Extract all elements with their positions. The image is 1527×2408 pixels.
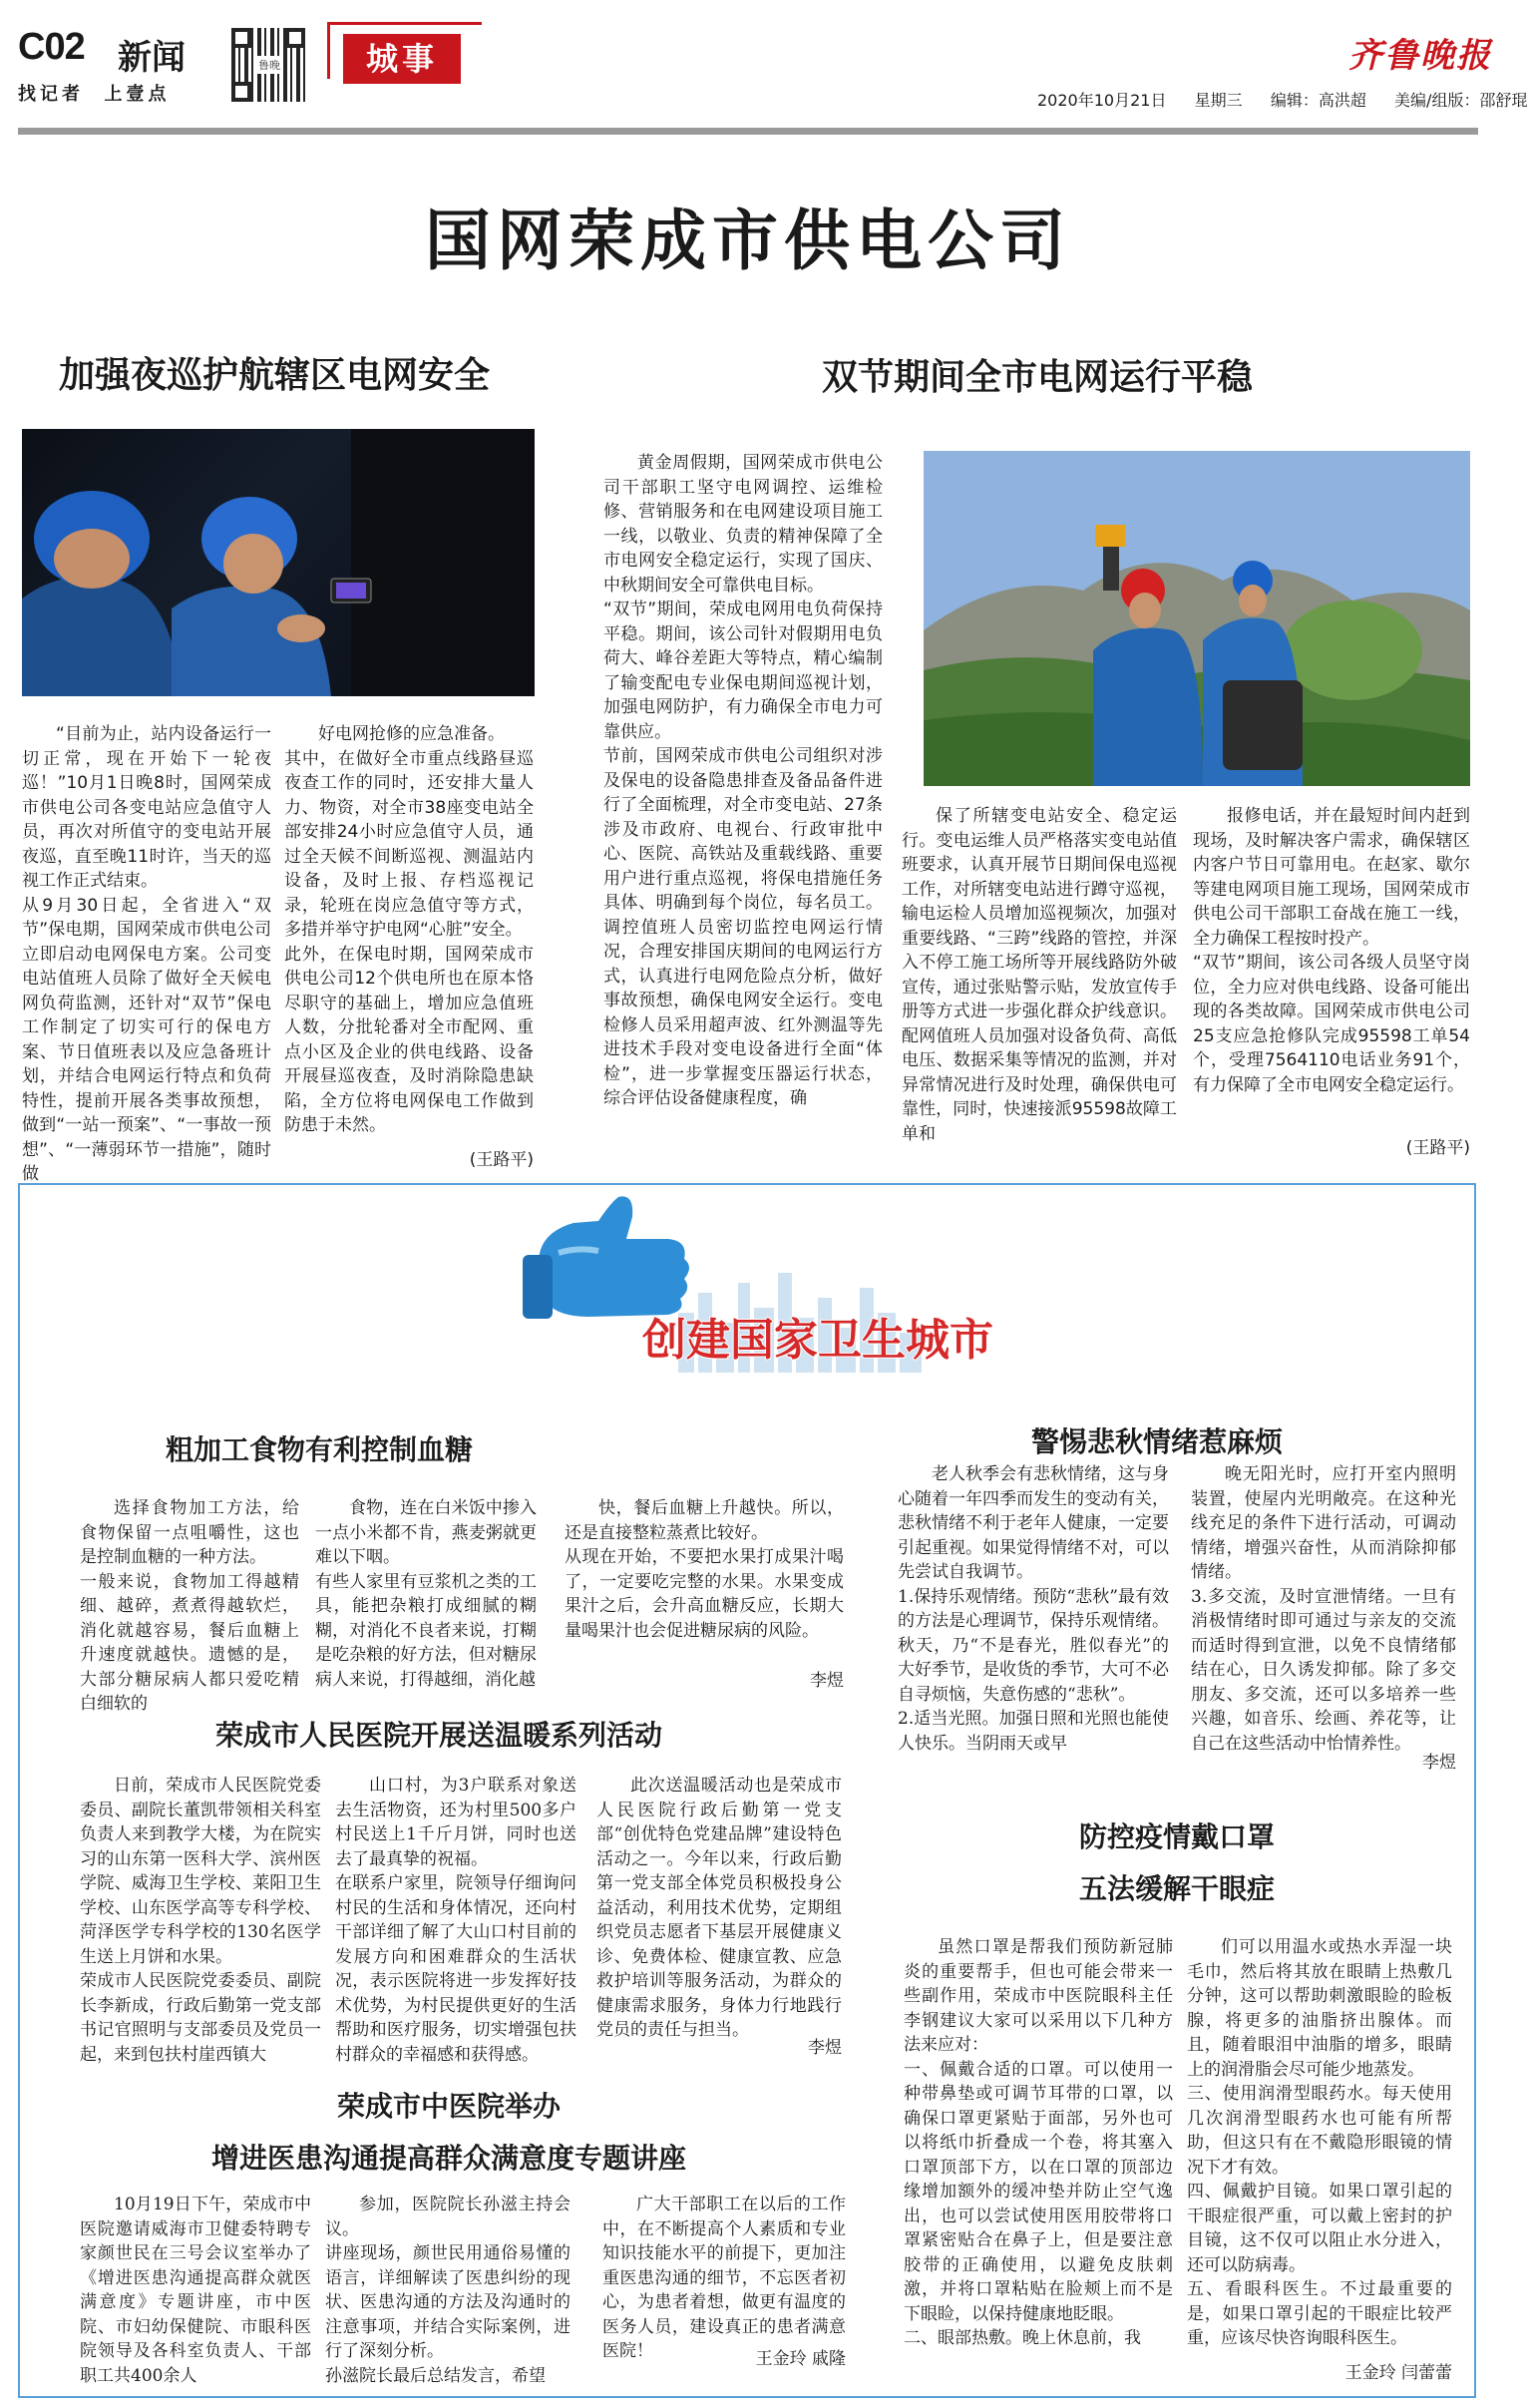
qr-finder-tl (231, 28, 251, 48)
article1-photo (22, 429, 535, 696)
food-column-1 (80, 1496, 299, 1714)
hospital1-column-2 (335, 1774, 576, 2073)
food-author: 李煜 (810, 1671, 844, 1691)
mask-title-line2: 五法缓解干眼症 (1078, 1872, 1275, 1905)
autumn-col1-text: 老人秋季会有悲秋情绪，这与身心随着一年四季而发生的变动有关，悲秋情绪不利于老年人健康，一定要引起重视。如果觉得情绪不对，可以先尝试自我调节。 1.保持乐观情绪。预防“悲秋”最有效的方法是心理调节，保持乐观情绪。秋天，乃“不是春光，胜似春光”的大好季节，是收货的季节，大可不必自寻烦恼，失意伤感的“悲秋”。 2.适当光照。加强日照和光照也能使人快乐。当阴雨天或早 (898, 1464, 1169, 1754)
food-col1-text: 选择食物加工方法，给食物保留一点咀嚼性，这也是控制血糖的一种方法。 一般来说，食物加工得越精细、越碎，煮煮得越软烂，消化就越容易，餐后血糖上升速度就越快。遗憾的是，大部分糖尿病人都只爱吃精白细软的 (80, 1498, 299, 1714)
article2-column-2 (902, 804, 1177, 1159)
article1-col1-text: “目前为止，站内设备运行一切正常，现在开始下一轮夜巡！”10月1日晚8时，国网荣成市供电公司各变电站应急值守人员，再次对所值守的变电站开展夜巡，直至晚11时许，当天的巡视工作正式结束。 从9月30日起，全省进入“双节”保电期，国网荣成市供电公司立即启动电网保电方案。公司变电站值班人员除了做好全天候电网负荷监测，还针对“双节”保电工作制定了切实可行的保电方案、节日值班表以及应急备班计划，并结合电网运行特点和负荷特性，提前开展各类事故预想，做到“一站一预案”、“一事故一预想”、“一薄弱环节一措施”，随时做 (22, 724, 271, 1184)
section-tab[interactable] (343, 34, 461, 84)
article2-column-1 (603, 451, 883, 1159)
header-rule (18, 128, 1478, 135)
hospital2-col3-text: 广大干部职工在以后的工作中，在不断提高个人素质和专业知识技能水平的前提下，更加注重医患沟通的细节，不忘医者初心，为患者着想，做更有温度的医务人员，建设真正的患者满意医院！ (602, 2195, 846, 2361)
autumn-col2-text: 晚无阳光时，应打开室内照明装置，使屋内光明敞亮。在这种光线充足的条件下进行活动，可调动情绪，增强兴奋性，从而消除抑郁情绪。 3.多交流，及时宣泄情绪。一旦有消极情绪时即可通过与亲友的交流而适时得到宣泄，以免不良情绪郁结在心，日久诱发抑郁。除了多交朋友、多交流，还可以多培养一些兴趣，如音乐、绘画、养花等，让自己在这些活动中怡情养性。 (1191, 1464, 1456, 1754)
article2-col3-text: 报修电话，并在最短时间内赶到现场，及时解决客户需求，确保辖区内客户节日可靠用电。在赵家、歇尔等建电网项目施工现场，国网荣成市供电公司干部职工奋战在施工一线，全力确保工程按时投产。 “双节”期间，该公司各级人员坚守岗位，全力应对供电线路、设备可能出现的各类故障。国网荣成市供电公司25支应急抢修队完成95598工单54个，受理7564110电话业务91个，有力保障了全市电网安全稳定运行。 (1193, 806, 1470, 1095)
article2-column-3 (1193, 804, 1470, 1133)
section-tab-label: 城事 (365, 40, 438, 78)
mask-author: 王金玲 闫蕾蕾 (1344, 2363, 1452, 2383)
hospital2-col1-text: 10月19日下午，荣成市中医院邀请威海市卫健委特聘专家颜世民在三号会议室举办了《增进医患沟通提高群众就医满意度》专题讲座，市中医院、市妇幼保健院、市眼科医院领导及各科室负责人、干部职工共400余人 (80, 2195, 311, 2386)
weekday: 星期三 (1194, 91, 1243, 110)
food-col3-text: 快，餐后血糖上升越快。所以，还是直接整粒蒸煮比较好。 从现在开始，不要把水果打成果汁喝了，一定要吃完整的水果。水果变成果汁之后，会升高血糖反应，长期大量喝果汁也会促进糖尿病的风险。 (565, 1498, 844, 1641)
mask-column-1 (904, 1935, 1173, 2374)
qr-finder-bl (231, 82, 251, 102)
hospital2-title-line1: 荣成市中医院举办 (336, 2090, 561, 2123)
hospital1-author: 李煜 (808, 2038, 842, 2058)
hospital2-col2-text: 参加，医院院长孙滋主持会议。 讲座现场，颜世民用通俗易懂的语言，详细解读了医患纠纷的现状、医患沟通的方法及沟通时的注意事项，并结合实际案例，进行了深刻分析。 孙滋院长最后总结发言，希望 (325, 2195, 571, 2386)
editor: 编辑：高洪超 (1270, 91, 1366, 110)
header-meta (1037, 88, 1527, 111)
mask-col2-text: 们可以用温水或热水弄湿一块毛巾，然后将其放在眼睛上热敷几分钟，这可以帮助刺激眼睑的睑板腺，将更多的油脂挤出腺体。而且，随着眼泪中油脂的增多，眼睛上的润滑脂会尽可能少地蒸发。 三、使用润滑型眼药水。每天使用几次润滑型眼药水也可能有所帮助，但这只有在不戴隐形眼镜的情况下才有效。 四、佩戴护目镜。如果口罩引起的干眼症很严重，可以戴上密封的护目镜，这不仅可以阻止水分进入，还可以防病毒。 五、看眼科医生。不过最重要的是，如果口罩引起的干眼症比较严重，应该尽快咨询眼科医生。 (1187, 1937, 1452, 2348)
section-name: 新闻 (118, 38, 186, 78)
food-column-3 (565, 1496, 844, 1666)
mask-col1-text: 虽然口罩是帮我们预防新冠肺炎的重要帮手，但也可能会带来一些副作用，荣成市中医院眼科主任李钢建议大家可以采用以下几种方法来应对： 一、佩戴合适的口罩。可以使用一种带鼻垫或可调节耳带的口罩，以确保口罩更紧贴于面部，另外也可以将纸巾折叠成一个卷，将其塞入口罩顶部下方，以在口罩的顶部边缘增加额外的缓冲垫并防止空气逸出，也可以尝试使用医用胶带将口罩紧密贴合在鼻子上，但是要注意胶带的正确使用，以避免皮肤刺激，并将口罩粘贴在脸颊上而不是下眼睑，以保持健康地眨眼。 二、眼部热敷。晚上休息前，我 (904, 1937, 1173, 2348)
hospital1-col3-text: 此次送温暖活动也是荣成市人民医院行政后勤第一党支部“创优特色党建品牌”建设特色活动之一。今年以来，行政后勤第一党支部全体党员积极投身公益活动，利用技术优势，定期组织党员志愿者下基层开展健康义诊、免费体检、健康宣教、应急救护培训等服务活动，为群众的健康需求服务，身体力行地践行党员的责任与担当。 (596, 1776, 842, 2040)
autumn-title: 警惕悲秋情绪惹麻烦 (1030, 1425, 1283, 1458)
hospital2-column-2 (325, 2193, 571, 2386)
newspaper-logo: 齐鲁晚报 (1348, 36, 1492, 76)
hospital1-column-1 (80, 1774, 321, 2073)
date: 2020年10月21日 (1037, 91, 1167, 110)
hospital2-column-1 (80, 2193, 311, 2386)
article1-title: 加强夜巡护航辖区电网安全 (58, 355, 490, 396)
article2-author: (王路平) (1405, 1138, 1470, 1158)
page-header (0, 0, 1527, 140)
page-code: C02 (18, 26, 85, 68)
article1-column-1 (22, 722, 271, 1184)
hospital1-col2-text: 山口村，为3户联系对象送去生活物资，还为村里500多户村民送上1千斤月饼，同时也送去了最真挚的祝福。 在联系户家里，院领导仔细询问村民的生活和身体情况，还向村干部详细了解了大山口村目前的发展方向和困难群众的生活状况，表示医院将进一步发挥好技术优势，为村民提供更好的生活帮助和医疗服务，切实增强包扶村群众的幸福感和获得感。 (335, 1776, 576, 2065)
article1-col2-text: 好电网抢修的应急准备。 其中，在做好全市重点线路昼巡夜查工作的同时，还安排大量人力、物资，对全市38座变电站全部安排24小时应急值守人员，通过全天候不间断巡视、测温站内设备，及时上报、存档巡视记录，轮班在岗应急值守等方式，多措并举守护电网“心脏”安全。 此外，在保电时期，国网荣成市供电公司12个供电所也在原本恪尽职守的基础上，增加应急值班人数，分批轮番对全市配网、重点小区及企业的供电线路、设备开展昼巡夜查，及时消除隐患缺陷，全方位将电网保电工作做到防患于未然。 (284, 724, 534, 1135)
article2-col2-text: 保了所辖变电站安全、稳定运行。变电运维人员严格落实变电站值班要求，认真开展节日期间保电巡视工作，对所辖变电站进行蹲守巡视，输电运检人员增加巡视频次，加强对重要线路、“三跨”线路的管控，并深入不停工施工场所等开展线路防外破宣传，通过张贴警示贴，发放宣传手册等方式进一步强化群众护线意识。配网值班人员加强对设备负荷、高低电压、数据采集等情况的监测，并对异常情况进行及时处理，确保供电可靠性，同时，快速接派95598故障工单和 (902, 806, 1177, 1144)
health-city-logo-text: 创建国家卫生城市 (642, 1315, 993, 1366)
banner-title: 国网荣成市供电公司 (425, 202, 1071, 279)
hospital2-author: 王金玲 戚隆 (755, 2349, 846, 2369)
health-city-logo (519, 1193, 997, 1393)
article1-column-2 (284, 722, 534, 1161)
qr-code[interactable] (231, 28, 305, 102)
article2-photo (924, 451, 1470, 786)
autumn-column-1 (898, 1462, 1169, 1772)
autumn-author: 李煜 (1422, 1753, 1456, 1773)
thumbs-up-icon (519, 1193, 997, 1393)
food-title: 粗加工食物有利控制血糖 (165, 1433, 473, 1466)
hospital1-title: 荣成市人民医院开展送温暖系列活动 (214, 1719, 662, 1752)
mask-column-2 (1187, 1935, 1452, 2348)
hospital2-title-line2: 增进医患沟通提高群众满意度专题讲座 (210, 2142, 686, 2175)
autumn-column-2 (1191, 1462, 1456, 1752)
article2-title: 双节期间全市电网运行平稳 (821, 357, 1253, 398)
hospital1-col1-text: 日前，荣成市人民医院党委委员、副院长董凯带领相关科室负责人来到教学大楼，为在院实习的山东第一医科大学、滨州医学院、威海卫生学校、莱阳卫生学校、山东医学高等专科学校、菏泽医学专科学校的130名医学生送上月饼和水果。 荣成市人民医院党委委员、副院长李新成，行政后勤第一党支部书记官照明与支部委员及党员一起，来到包扶村崖西镇大 (80, 1776, 321, 2065)
night-patrol-illustration (22, 429, 535, 696)
food-col2-text: 食物，连在白米饭中掺入一点小米都不肯，燕麦粥就更难以下咽。 有些人家里有豆浆机之类的工具，能把杂粮打成细腻的糊糊，对消化不良者来说，打糊是吃杂粮的好方法，但对糖尿病人来说，打得越细，消化越 (315, 1498, 537, 1690)
slogan: 找记者 上壹点 (18, 84, 171, 105)
hospital1-column-3 (596, 1774, 842, 2040)
qr-label: 鲁晚 (257, 56, 281, 74)
article2-col1-text: 黄金周假期，国网荣成市供电公司干部职工坚守电网调控、运维检修、营销服务和在电网建设项目施工一线，以敬业、负责的精神保障了全市电网安全稳定运行，实现了国庆、中秋期间安全可靠供电目标。 “双节”期间，荣成电网用电负荷保持平稳。期间，该公司针对假期用电负荷大、峰谷差距大等特点，精心编制了输变配电专业保电期间巡视计划，加强电网防护，有力确保全市电力可靠供应。 节前，国网荣成市供电公司组织对涉及保电的设备隐患排查及备品备件进行了全面梳理，对全市变电站、27条涉及市政府、电视台、行政审批中心、医院、高铁站及重载线路、重要用户进行重点巡视，将保电措施任务具体、明确到每个岗位，每名员工。调控值班人员密切监控电网运行情况，合理安排国庆期间的电网运行方式，认真进行电网危险点分析，做好事故预想，确保电网安全运行。变电检修人员采用超声波、红外测温等先进技术手段对变电设备进行全面“体检”，进一步掌握变压器运行状态，综合评估设备健康程度，确 (603, 453, 883, 1108)
mask-title-line1: 防控疫情戴口罩 (1078, 1820, 1275, 1853)
food-column-2 (315, 1496, 537, 1690)
qr-finder-tr (285, 28, 305, 48)
designer: 美编/组版：邵舒琨 (1394, 91, 1527, 110)
article1-author: (王路平) (469, 1150, 534, 1170)
line-inspection-illustration (924, 451, 1470, 786)
column-divider-top (588, 439, 589, 1157)
